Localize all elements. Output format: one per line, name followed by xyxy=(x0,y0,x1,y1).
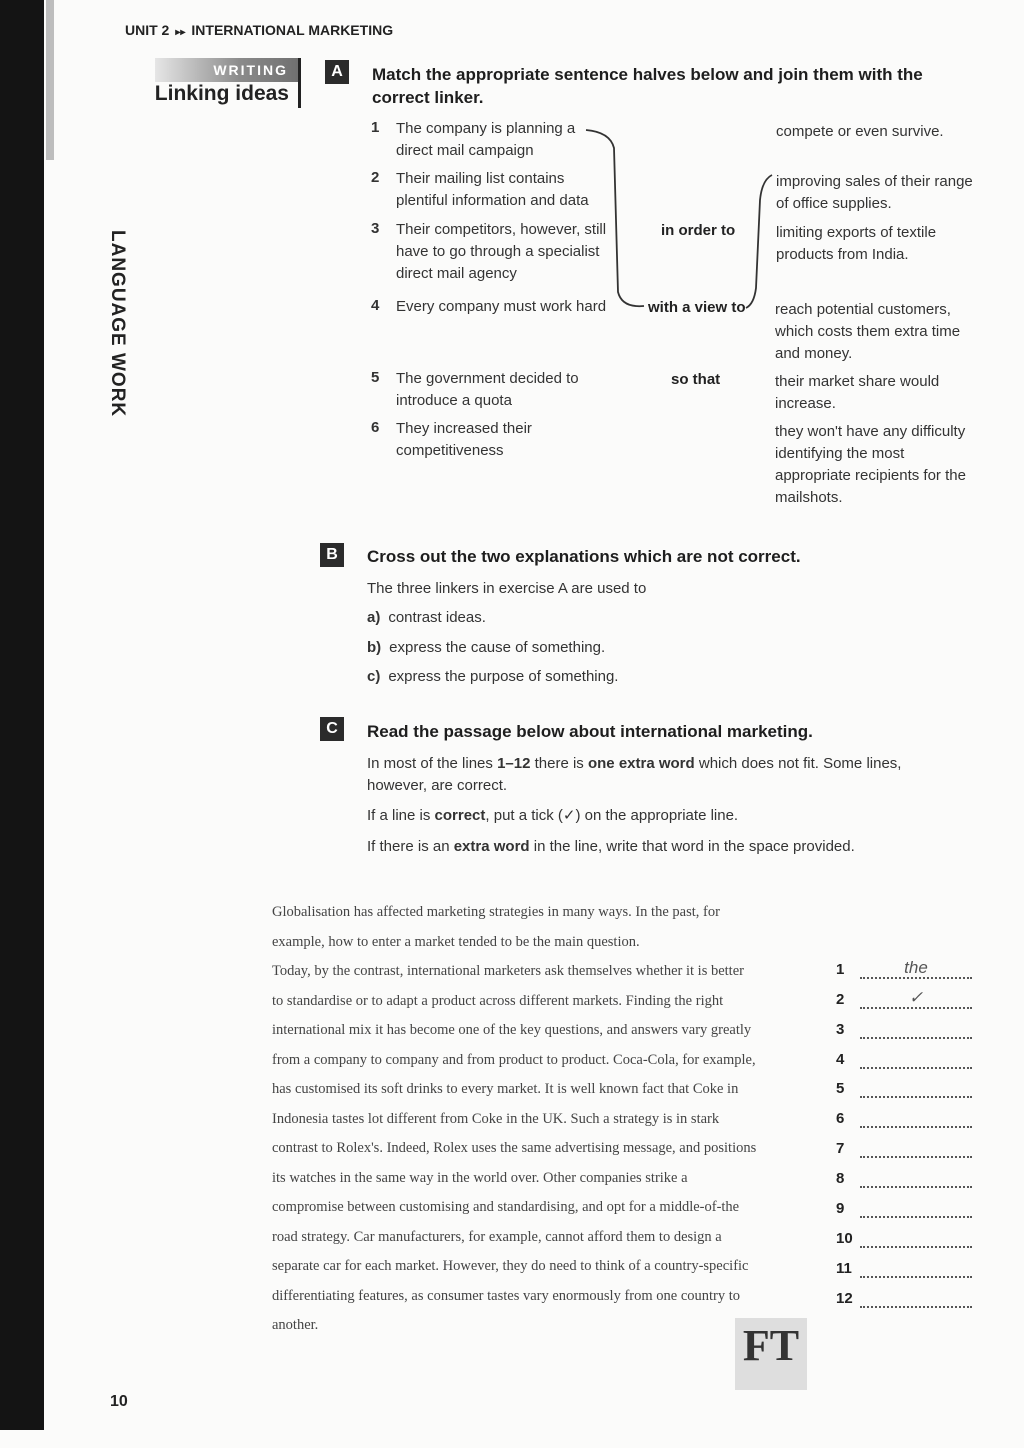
right-half-6: they won't have any difficulty identifying the most appropriate recipients for the mailshots. xyxy=(775,423,966,506)
right-half-5: their market share would increase. xyxy=(775,373,940,412)
passage-line: separate car for each market. However, they do need to think of a country-specific xyxy=(272,1258,749,1274)
writing-tab xyxy=(155,58,298,82)
right-half-4: reach potential customers, which costs them extra time and money. xyxy=(775,301,961,362)
passage-line: road strategy. Car manufacturers, for example, cannot afford them to design a xyxy=(272,1228,722,1245)
exercise-c-para-2: If a line is correct, put a tick (✓) on the appropriate line. xyxy=(367,807,739,824)
running-header xyxy=(125,22,393,38)
passage xyxy=(272,898,817,1341)
exercise-b-badge: B xyxy=(320,543,344,567)
answer-line-9[interactable]: 9 xyxy=(836,1200,976,1222)
passage-line: differentiating features, as consumer tastes vary enormously from one country to xyxy=(272,1287,741,1304)
answer-field[interactable] xyxy=(860,1110,972,1128)
ft-logo: FT xyxy=(735,1318,807,1390)
passage-line: compromise between customising and standardising, and opt for a middle-of-the xyxy=(272,1199,740,1215)
item-number: 4 xyxy=(371,297,380,314)
left-half-2: Their mailing list contains plentiful information and data xyxy=(396,170,589,209)
answer-line-12[interactable]: 12 xyxy=(836,1290,976,1312)
passage-line: from a company to company and from product to product. Coca-Cola, for example, xyxy=(272,1051,756,1068)
instruction-line: correct linker. xyxy=(372,88,484,107)
unit-title: INTERNATIONAL MARKETING xyxy=(191,22,394,38)
answer-field[interactable]: ✓ xyxy=(860,991,972,1009)
side-tab-label: LANGUAGE WORK xyxy=(107,230,128,418)
option-c: c) express the purpose of something. xyxy=(367,668,619,685)
section-divider xyxy=(298,58,301,108)
option-b: b) express the cause of something. xyxy=(367,639,606,656)
writing-tag: WRITING xyxy=(213,62,288,78)
option-a: a) contrast ideas. xyxy=(367,609,486,626)
item-number: 1 xyxy=(371,119,380,136)
answer-field[interactable] xyxy=(860,1200,972,1218)
left-half-1: The company is planning a direct mail campaign xyxy=(396,120,576,159)
left-half-5: The government decided to introduce a quota xyxy=(396,370,579,409)
passage-line: to standardise or to adapt a product across different markets. Finding the right xyxy=(272,992,724,1009)
answer-line-6[interactable]: 6 xyxy=(836,1110,976,1132)
item-number: 2 xyxy=(371,169,380,186)
passage-line: Indonesia tastes lot different from Coke in the UK. Such a strategy is in stark xyxy=(272,1110,720,1127)
answer-line-7[interactable]: 7 xyxy=(836,1140,976,1162)
answer-line-10[interactable]: 10 xyxy=(836,1230,976,1252)
exercise-c-instruction: Read the passage below about international marketing. xyxy=(367,722,813,741)
header-arrows: ▸▸ xyxy=(175,27,186,38)
answer-line-1[interactable]: 1 the xyxy=(836,961,976,983)
left-edge-bar xyxy=(0,0,44,1430)
answer-field[interactable] xyxy=(860,1290,972,1308)
right-half-3: limiting exports of textile products from India. xyxy=(776,224,937,263)
passage-line: international mix it has become one of the key questions, and answers vary greatly xyxy=(272,1022,752,1038)
exercise-a-instruction xyxy=(372,63,923,109)
unit-label: UNIT 2 xyxy=(125,22,170,38)
right-half-1: compete or even survive. xyxy=(776,123,944,140)
answer-field[interactable] xyxy=(860,1051,972,1069)
linker-in-order-to: in order to xyxy=(661,222,736,239)
instruction-line: Match the appropriate sentence halves below and join them with the xyxy=(372,65,923,84)
bracket-lines xyxy=(580,120,780,320)
exercise-c-para-1: In most of the lines 1–12 there is one extra word which does not fit. Some lines, however, are correct. xyxy=(367,755,902,794)
exercise-b-intro: The three linkers in exercise A are used to xyxy=(367,580,647,597)
linker-so-that: so that xyxy=(671,371,721,388)
item-number: 3 xyxy=(371,220,380,237)
left-half-4: Every company must work hard xyxy=(396,298,607,315)
answer-field[interactable] xyxy=(860,1080,972,1098)
item-number: 6 xyxy=(371,419,380,436)
answer-line-8[interactable]: 8 xyxy=(836,1170,976,1192)
answer-line-3[interactable]: 3 xyxy=(836,1021,976,1043)
answer-field[interactable] xyxy=(860,1230,972,1248)
section-title: Linking ideas xyxy=(154,82,289,105)
exercise-c-badge: C xyxy=(320,717,344,741)
answer-field[interactable] xyxy=(860,1021,972,1039)
right-half-2: improving sales of their range of office supplies. xyxy=(776,173,973,212)
section-label xyxy=(155,58,301,108)
left-half-6: They increased their competitiveness xyxy=(396,420,532,459)
exercise-c-para-3: If there is an extra word in the line, write that word in the space provided. xyxy=(367,838,855,855)
answer-field[interactable] xyxy=(860,1170,972,1188)
exercise-a-badge: A xyxy=(325,60,349,84)
passage-line: Globalisation has affected marketing strategies in many ways. In the past, for xyxy=(272,904,720,920)
answer-line-5[interactable]: 5 xyxy=(836,1080,976,1102)
passage-line: contrast to Rolex's. Indeed, Rolex uses the same advertising message, and positions xyxy=(272,1140,757,1156)
side-tab xyxy=(98,230,128,418)
left-half-3: Their competitors, however, still have to go through a specialist direct mail agency xyxy=(396,221,607,282)
passage-line: example, how to enter a market tended to be the main question. xyxy=(272,933,640,950)
answer-line-4[interactable]: 4 xyxy=(836,1051,976,1073)
answer-field[interactable]: the xyxy=(860,961,972,979)
answer-line-2[interactable]: 2 ✓ xyxy=(836,991,976,1013)
passage-line: its watches in the same way in the world over. Other companies strike a xyxy=(272,1169,688,1186)
answer-line-11[interactable]: 11 xyxy=(836,1260,976,1282)
passage-line: Today, by the contrast, international marketers ask themselves whether it is better xyxy=(272,963,744,979)
exercise-b-instruction: Cross out the two explanations which are not correct. xyxy=(367,547,801,566)
item-number: 5 xyxy=(371,369,380,386)
answer-field[interactable] xyxy=(860,1260,972,1278)
page-number: 10 xyxy=(110,1393,128,1410)
passage-line: has customised its soft drinks to every market. It is well known fact that Coke in xyxy=(272,1081,739,1097)
left-edge-shadow xyxy=(46,0,54,160)
linker-with-a-view-to: with a view to xyxy=(648,299,746,316)
passage-line: another. xyxy=(272,1317,319,1333)
answer-field[interactable] xyxy=(860,1140,972,1158)
